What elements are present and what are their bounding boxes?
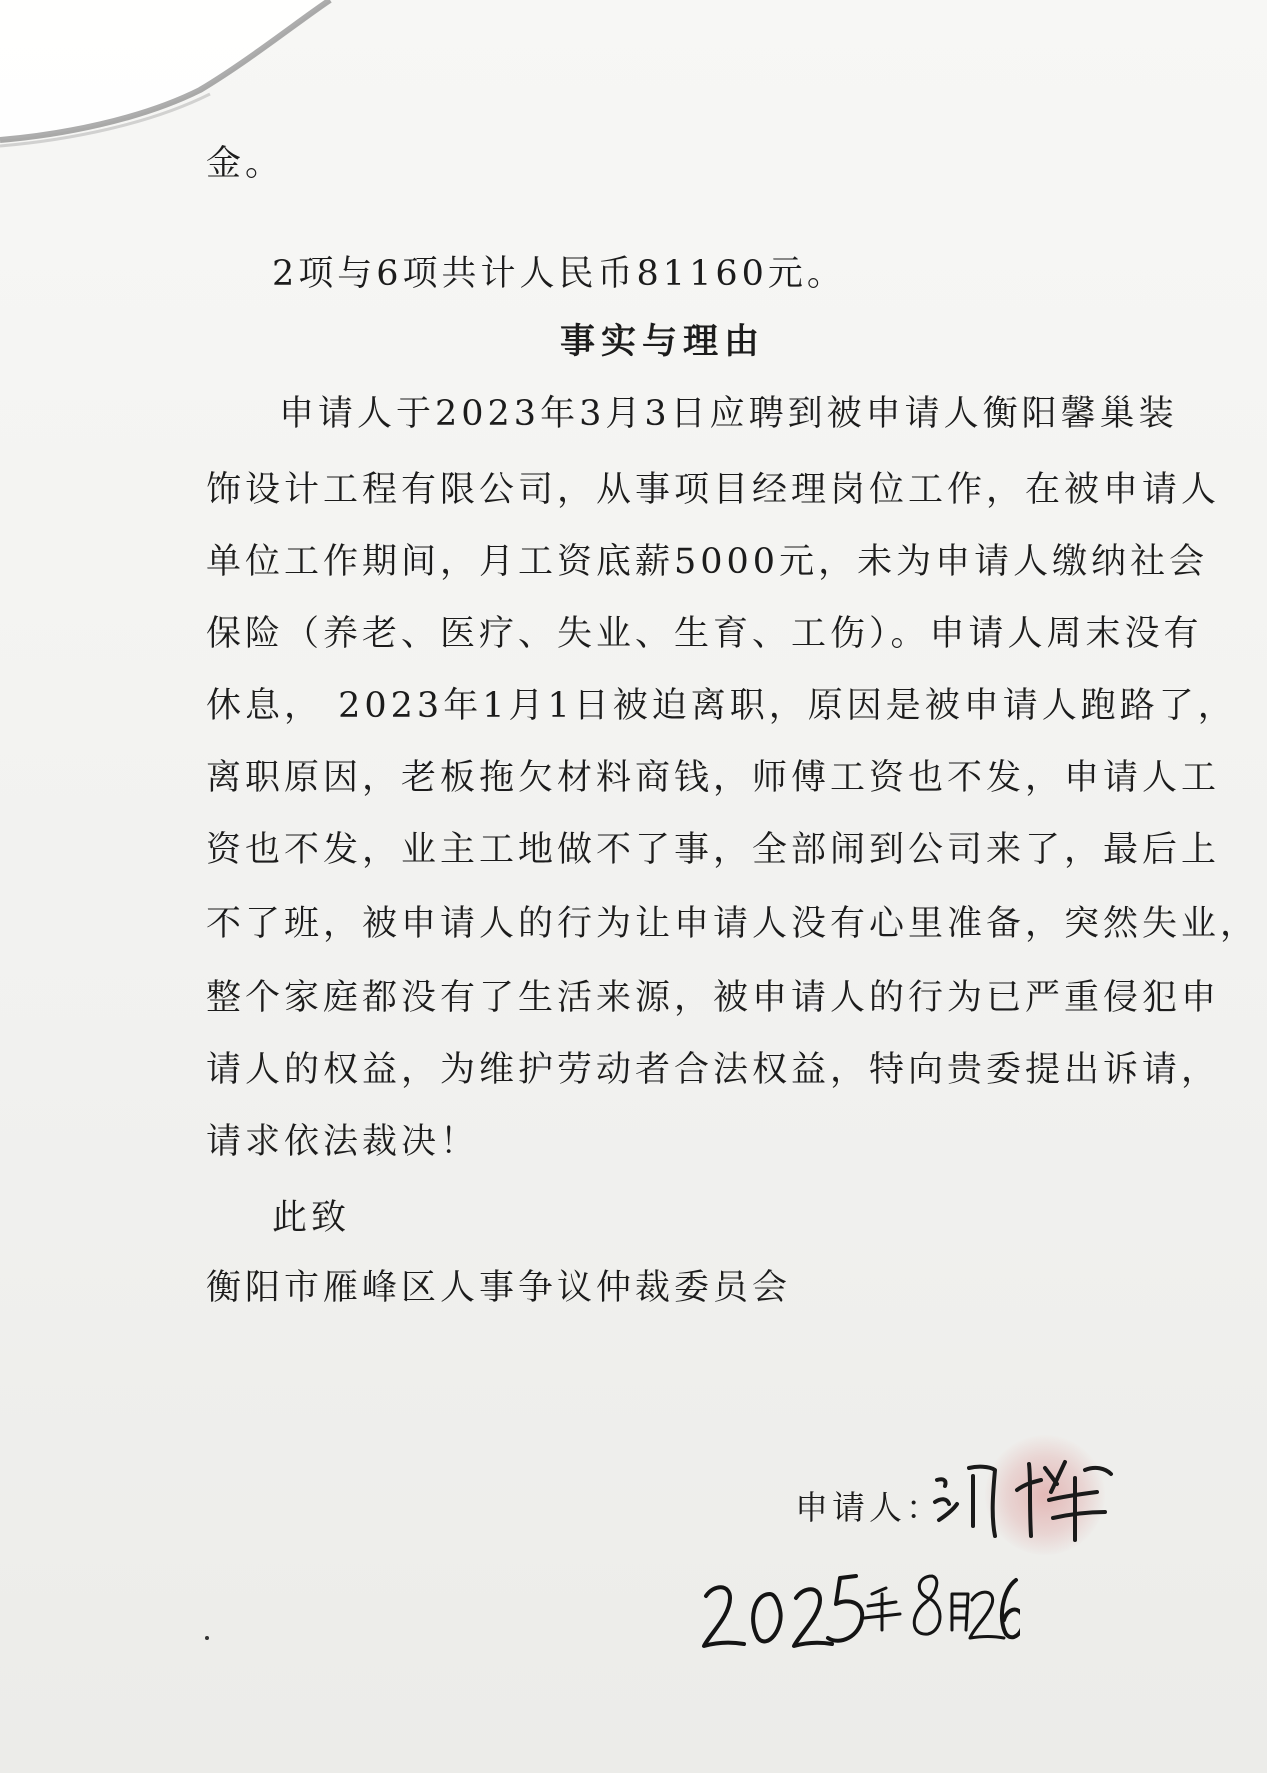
section-heading: 事实与理由 [560, 321, 766, 362]
ink-speck [205, 1636, 209, 1640]
fragment-line: 金。 [206, 144, 285, 184]
body-line: 离职原因，老板拖欠材料商钱，师傅工资也不发，申请人工 [206, 758, 1221, 798]
body-line: 申请人于2023年3月3日应聘到被申请人衡阳馨巢装 [279, 394, 1178, 434]
body-line: 请求依法裁决！ [206, 1122, 480, 1162]
signature-label: 申请人： [795, 1488, 943, 1527]
salutation: 此致 [272, 1198, 351, 1238]
body-line: 饰设计工程有限公司，从事项目经理岗位工作，在被申请人 [206, 470, 1221, 510]
total-line: 2项与6项共计人民币81160元。 [272, 254, 846, 294]
handwritten-date [700, 1550, 1020, 1670]
body-line: 不了班，被申请人的行为让申请人没有心里准备，突然失业， [206, 904, 1260, 944]
handwritten-signature [925, 1440, 1125, 1550]
body-line: 单位工作期间，月工资底薪5000元，未为申请人缴纳社会 [206, 542, 1209, 582]
body-line: 请人的权益，为维护劳动者合法权益，特向贵委提出诉请， [206, 1050, 1221, 1090]
body-line: 整个家庭都没有了生活来源，被申请人的行为已严重侵犯申 [206, 978, 1221, 1018]
body-line: 资也不发，业主工地做不了事，全部闹到公司来了，最后上 [206, 830, 1221, 870]
recipient: 衡阳市雁峰区人事争议仲裁委员会 [206, 1268, 792, 1308]
body-line: 保险（养老、医疗、失业、生育、工伤）。申请人周末没有 [206, 614, 1203, 654]
body-line: 休息， 2023年1月1日被迫离职，原因是被申请人跑路了， [206, 686, 1237, 726]
